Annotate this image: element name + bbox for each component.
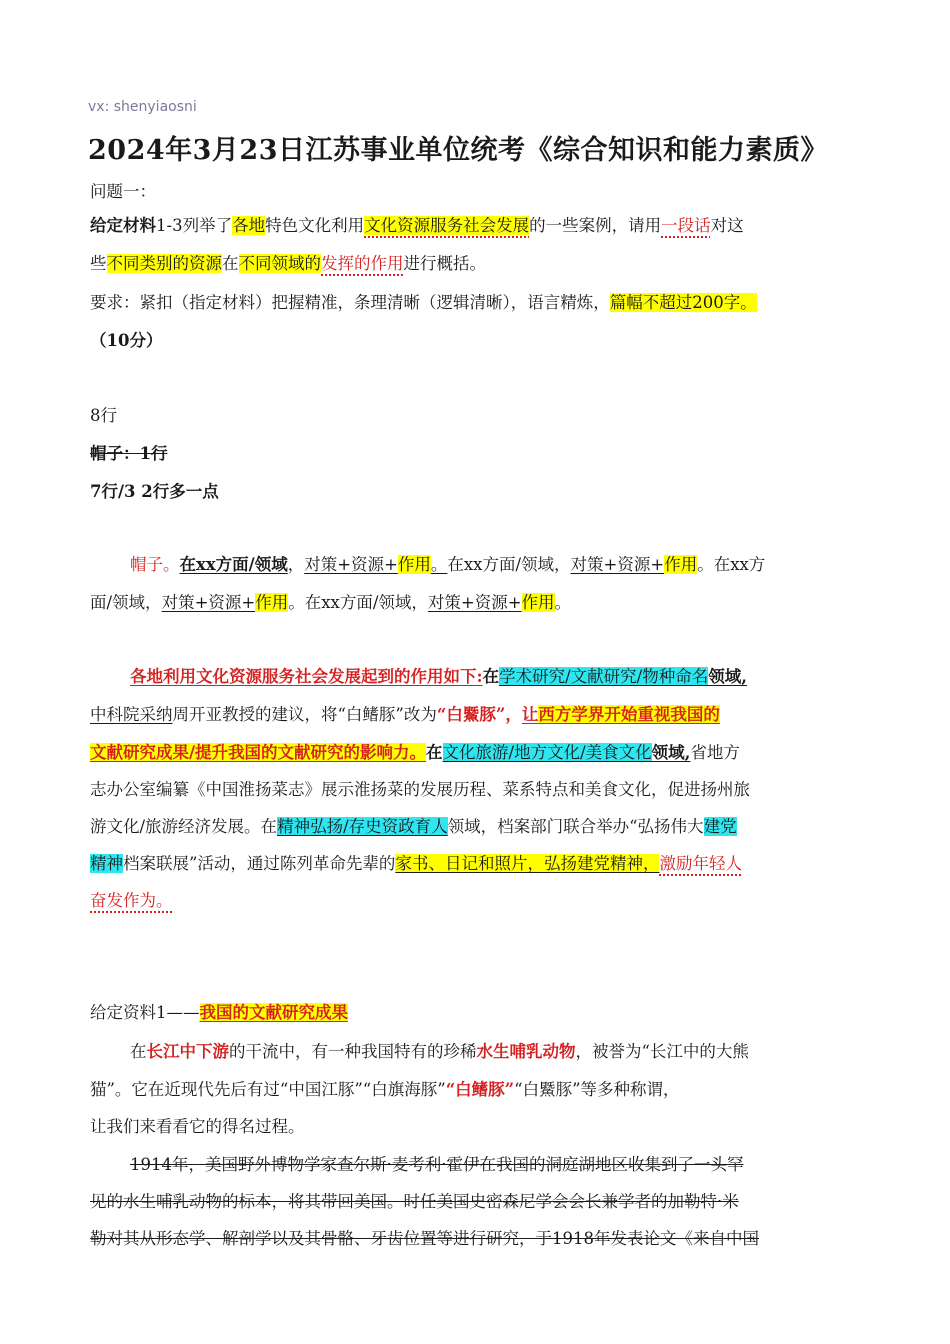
- answer-line-5: [90, 813, 860, 837]
- requirement-line: [90, 289, 860, 313]
- material-p2-line-3: 勒对其从形态学、解剖学以及其骨骼、牙齿位置等进行研究，于1918年发表论文《来自中国: [90, 1229, 759, 1248]
- emphasis: 一段话: [661, 216, 711, 235]
- text: 面/领域，: [90, 593, 162, 612]
- answer-line-3: [90, 739, 860, 763]
- text: 猫”。它在近现代先后有过“中国江豚”“白旗海豚”: [90, 1080, 446, 1099]
- emphasis: “白鱀豚”，: [436, 705, 522, 724]
- text: 对策+资源+: [570, 555, 665, 574]
- text: 特色文化利用: [265, 216, 365, 235]
- text: ，被誉为“长江中的大熊: [575, 1042, 749, 1061]
- template-line-2: [90, 589, 860, 613]
- text: 领域,: [651, 743, 691, 762]
- highlight: 不同领域的: [238, 254, 321, 273]
- page-title: 2024年3月23日江苏事业单位统考《综合知识和能力素质》: [88, 135, 829, 166]
- text: 进行概括。: [403, 254, 486, 273]
- highlight: 作用: [255, 593, 289, 612]
- cyan-highlight: 学术研究/文献研究/物种命名: [499, 667, 709, 686]
- text: 在: [426, 743, 443, 762]
- emphasis: 长江中下游: [146, 1042, 229, 1061]
- text: 中科院采纳: [90, 705, 173, 724]
- emphasis: 帽子。: [130, 555, 180, 574]
- text: 在xx方面/领域，: [447, 555, 571, 574]
- material-heading: [90, 999, 860, 1023]
- highlight: 我国的文献研究成果: [199, 1003, 348, 1022]
- text: 要求：紧扣（指定材料）把握精准，条理清晰（逻辑清晰），语言精炼，: [90, 293, 610, 312]
- material-p1-line-3: 让我们来看看它的得名过程。: [90, 1117, 305, 1136]
- answer-line-6: [90, 850, 860, 874]
- material-p2-line-1: 1914年，美国野外博物学家查尔斯·麦考利·霍伊在我国的洞庭湖地区收集到了一头罕: [130, 1155, 744, 1174]
- highlight: 西方学界开始重视我国的: [538, 705, 720, 724]
- text: 些: [90, 254, 107, 273]
- text: 游文化/旅游经济发展。在: [90, 817, 278, 836]
- text: 周开亚教授的建议，将“白鳍豚”改为: [172, 705, 437, 724]
- text: 在: [130, 1042, 147, 1061]
- question-line-1: [90, 212, 860, 236]
- text: 对策+资源+: [304, 555, 398, 574]
- note-line: 8行: [90, 406, 117, 425]
- text: 对策+资源+: [427, 593, 522, 612]
- text: 领域,: [708, 667, 747, 686]
- highlight: 不同类别的资源: [106, 254, 222, 273]
- text: 给定资料1——: [90, 1003, 200, 1022]
- cyan-highlight: 建党: [703, 817, 737, 836]
- score: （10分）: [90, 331, 163, 350]
- emphasis: 奋发作为。: [90, 891, 173, 910]
- text: 在xx方面/领域: [179, 555, 288, 574]
- material-p1-line-2: [90, 1076, 860, 1100]
- text: 。: [430, 555, 448, 574]
- material-p2-line-2: 见的水生哺乳动物的标本，将其带回美国。时任美国史密森尼学会会长兼学者的加勒特·米: [90, 1192, 739, 1211]
- answer-line-1: [130, 663, 860, 687]
- text: 档案联展”活动，通过陈列革命先辈的: [123, 854, 396, 873]
- text: 对策+资源+: [161, 593, 256, 612]
- emphasis: 发挥的作用: [321, 254, 404, 273]
- given-material-label: 给定材料: [90, 216, 156, 235]
- text: 。: [554, 593, 572, 612]
- text: 。在xx方: [697, 555, 766, 574]
- emphasis: 激励年轻人: [659, 854, 742, 873]
- cyan-highlight: 文化旅游/地方文化/美食文化: [442, 743, 652, 762]
- text: 省地方: [690, 743, 740, 762]
- emphasis: 让: [521, 705, 539, 724]
- cyan-highlight: 精神弘扬/存史资政育人: [277, 817, 448, 836]
- emphasis: “白鳍豚”: [445, 1080, 515, 1099]
- text: 领域，档案部门联合举办“弘扬伟大: [447, 817, 704, 836]
- emphasis: 水生哺乳动物: [476, 1042, 576, 1061]
- highlight: 文献研究成果/提升我国的文献研究的影响力。: [90, 743, 427, 762]
- text: “白鱀豚”等多种称谓，: [514, 1080, 680, 1099]
- highlight: 作用: [397, 555, 431, 574]
- text: ，: [287, 555, 305, 574]
- highlight: 文化资源服务社会发展: [364, 216, 530, 235]
- question-label: 问题一：: [90, 182, 156, 201]
- template-line-1: [130, 551, 860, 575]
- text: 对这: [710, 216, 744, 235]
- text: 在: [482, 667, 500, 686]
- text: 1-3列举了: [156, 216, 233, 235]
- cyan-highlight: 精神: [90, 854, 123, 873]
- text: 在: [222, 254, 239, 273]
- answer-heading: 各地利用文化资源服务社会发展起到的作用如下:: [130, 667, 483, 686]
- note-line: 帽子：1行: [90, 444, 168, 463]
- watermark: vx: shenyiaosni: [88, 99, 197, 115]
- answer-line-4: 志办公室编纂《中国淮扬菜志》展示淮扬菜的发展历程、菜系特点和美食文化，促进扬州旅: [90, 780, 750, 799]
- highlight: 篇幅不超过200字。: [609, 293, 757, 312]
- highlight: 作用: [521, 593, 555, 612]
- answer-line-2: [90, 701, 860, 725]
- question-line-2: [90, 250, 860, 274]
- material-p1-line-1: [130, 1038, 860, 1062]
- answer-line-7: [90, 887, 860, 911]
- highlight: 作用: [664, 555, 698, 574]
- text: 。在xx方面/领域，: [288, 593, 428, 612]
- highlight: 各地: [232, 216, 266, 235]
- text: 的一些案例，请用: [529, 216, 662, 235]
- note-line: 7行/3 2行多一点: [90, 482, 219, 501]
- highlight: 家书、日记和照片，弘扬建党精神，: [395, 854, 660, 873]
- text: 的干流中，有一种我国特有的珍稀: [229, 1042, 477, 1061]
